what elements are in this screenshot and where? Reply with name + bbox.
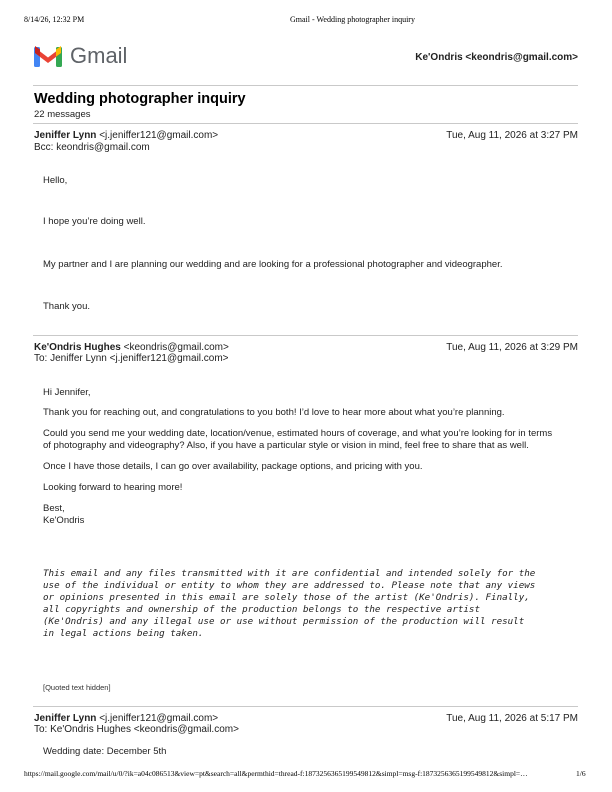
account-label: Ke'Ondris <keondris@gmail.com> (415, 52, 578, 63)
gmail-logo (34, 43, 134, 69)
print-title: Gmail - Wedding photographer inquiry (290, 15, 415, 24)
body-paragraph: Could you send me your wedding date, location/venue, estimated hours of coverage, and what you’re looking for in terms (43, 428, 553, 439)
sender-email: <j.jeniffer121@gmail.com> (99, 130, 219, 141)
disclaimer-line: use of the individual or entity to whom they are addressed to. Please note that any views (43, 580, 536, 591)
body-paragraph: Thank you. (43, 301, 90, 312)
body-paragraph: Once I have those details, I can go over availability, package options, and pricing with you. (43, 461, 423, 472)
message-date: Tue, Aug 11, 2026 at 3:29 PM (446, 342, 578, 353)
signoff: Best, (43, 503, 65, 514)
sender-name: Jeniffer Lynn (34, 130, 97, 141)
quoted-text-hidden[interactable]: [Quoted text hidden] (43, 683, 111, 692)
print-datetime: 8/14/26, 12:32 PM (24, 15, 85, 24)
sender-email: <j.jeniffer121@gmail.com> (99, 713, 219, 724)
thread-subject: Wedding photographer inquiry (34, 91, 246, 107)
sender-name: Jeniffer Lynn (34, 713, 97, 724)
gmail-m-icon (34, 45, 62, 67)
body-paragraph: Looking forward to hearing more! (43, 482, 183, 493)
disclaimer-line: in legal actions being taken. (43, 628, 204, 639)
gmail-wordmark: Gmail (70, 43, 128, 68)
message-count: 22 messages (34, 109, 91, 120)
disclaimer-line: all copyrights and ownership of the production belongs to the respective artist (43, 604, 480, 615)
message-sender (34, 713, 218, 724)
sender-name: Ke'Ondris Hughes (34, 342, 121, 353)
message-date: Tue, Aug 11, 2026 at 3:27 PM (446, 130, 578, 141)
body-paragraph: My partner and I are planning our wedding and are looking for a professional photographer and videographer. (43, 259, 503, 270)
message-sender (34, 342, 229, 353)
message-recipients: To: Ke'Ondris Hughes <keondris@gmail.com> (34, 724, 239, 735)
body-paragraph: of photography and videography? Also, if you have a particular style or vision in mind, feel free to share that as well. (43, 440, 529, 451)
body-paragraph: Wedding date: December 5th (43, 746, 167, 757)
body-paragraph: I hope you’re doing well. (43, 216, 146, 227)
divider (33, 123, 578, 124)
body-paragraph: Thank you for reaching out, and congratulations to you both! I’d love to hear more about what you’re planning. (43, 407, 505, 418)
disclaimer-line: (Ke'Ondris) and any illegal use or use without permission of the production will result (43, 616, 525, 627)
divider (33, 335, 578, 336)
print-url: https://mail.google.com/mail/u/0/?ik=a04c086513&view=pt&search=all&permthid=thread-f:1873256365199549812&simpl=msg-f:1873256365199549812&simpl=… (24, 769, 528, 778)
page-number: 1/6 (576, 769, 586, 778)
sender-email: <keondris@gmail.com> (123, 342, 229, 353)
message-sender (34, 130, 218, 141)
message-recipients: To: Jeniffer Lynn <j.jeniffer121@gmail.com> (34, 353, 229, 364)
body-paragraph: Hello, (43, 175, 68, 186)
divider (33, 85, 578, 86)
divider (33, 706, 578, 707)
message-recipients: Bcc: keondris@gmail.com (34, 142, 150, 153)
disclaimer-line: or opinions presented in this email are solely those of the artist (Ke'Ondris). Finally, (43, 592, 530, 603)
disclaimer-line: This email and any files transmitted with it are confidential and intended solely for the (43, 568, 536, 579)
signature-name: Ke'Ondris (43, 515, 85, 526)
body-paragraph: Hi Jennifer, (43, 387, 91, 398)
message-date: Tue, Aug 11, 2026 at 5:17 PM (446, 713, 578, 724)
